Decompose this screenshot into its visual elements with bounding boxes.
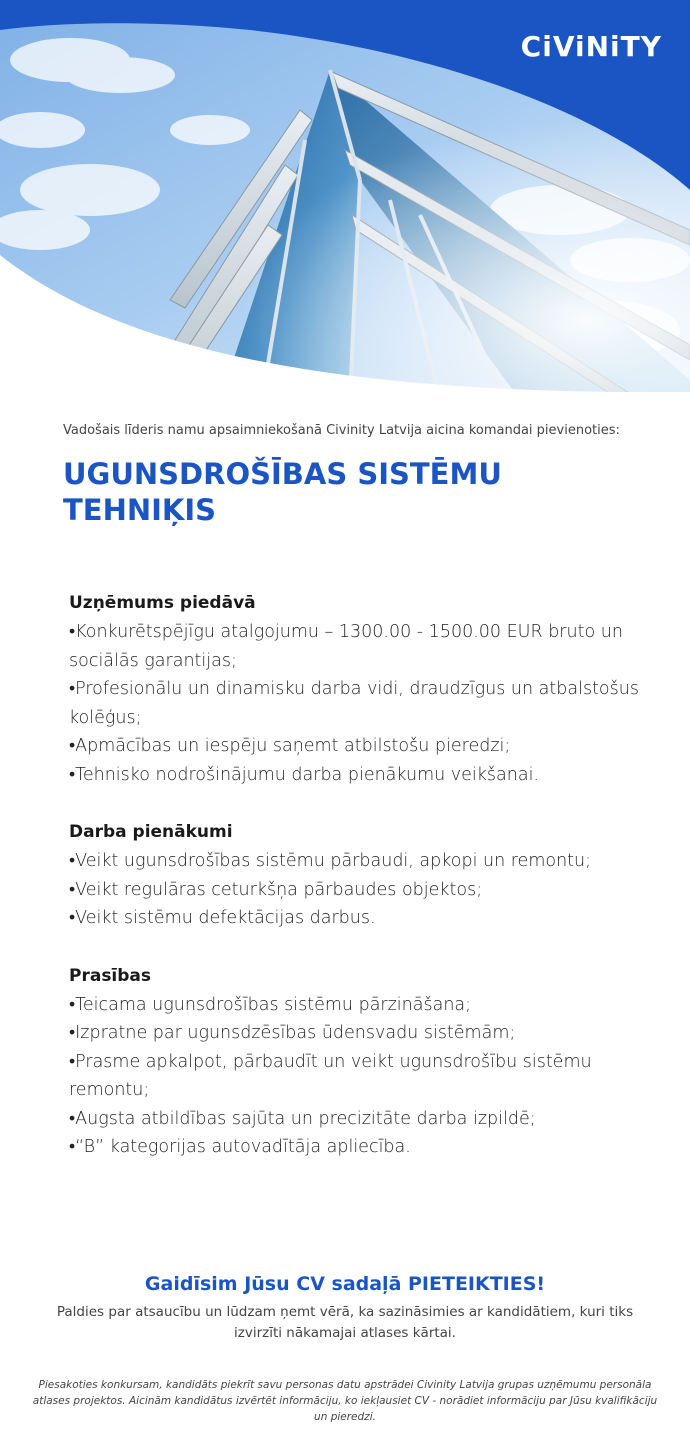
list-item: •Teicama ugunsdrošības sistēmu pārzināšana;	[69, 994, 472, 1015]
list-item: •Izpratne par ugunsdzēsības ūdensvadu sistēmām;	[69, 1023, 516, 1043]
job-details	[69, 588, 659, 1190]
civinity-logo: CiViNiTY	[520, 30, 662, 63]
section-duties	[69, 817, 659, 933]
list-item: •Profesionālu un dinamisku darba vidi, draudzīgus un atbalstošus kolēģus;	[69, 679, 639, 728]
thanks-note: Paldies par atsaucību un lūdzam ņemt vērā, ka sazināsimies ar kandidātiem, kuri tiks izvirzīti nākamajai atlases kārtai.	[56, 1304, 634, 1341]
list-item: •Tehnisko nodrošinājumu darba pienākumu veikšanai.	[69, 764, 539, 785]
list-item: •Prasme apkalpot, pārbaudīt un veikt ugunsdrošību sistēmu remontu;	[69, 1051, 592, 1100]
job-title: UGUNSDROŠĪBAS SISTĒMU TEHNIĶIS	[63, 457, 502, 527]
section-requirements	[69, 961, 659, 1162]
list-item: •Veikt ugunsdrošības sistēmu pārbaudi, apkopi un remontu;	[69, 851, 592, 871]
list-item: •Apmācības un iespēju saņemt atbilstošu pieredzi;	[69, 736, 511, 756]
list-item: •Veikt sistēmu defektācijas darbus.	[69, 908, 376, 928]
section-heading: Darba pienākumi	[69, 822, 233, 842]
requirements-list	[69, 991, 659, 1162]
list-item: •Augsta atbildības sajūta un precizitāte darba izpildē;	[69, 1108, 536, 1129]
section-heading: Uzņēmums piedāvā	[69, 593, 256, 613]
list-item: •Konkurētspējīgu atalgojumu – 1300.00 - 1500.00 EUR bruto un sociālās garantijas;	[69, 622, 623, 671]
section-heading: Prasības	[69, 965, 152, 986]
intro-text: Vadošais līderis namu apsaimniekošanā Civinity Latvija aicina komandai pievienoties:	[63, 423, 620, 438]
apply-call-to-action: Gaidīsim Jūsu CV sadaļā PIETEIKTIES!	[144, 1273, 546, 1295]
duties-list	[69, 847, 659, 933]
list-item: •“B” kategorijas autovadītāja apliecība.	[69, 1137, 411, 1157]
list-item: •Veikt regulāras ceturkšņa pārbaudes objektos;	[69, 879, 483, 900]
privacy-disclaimer: Piesakoties konkursam, kandidāts piekrīt savu personas datu apstrādei Civinity Latvija grupas uzņēmumu personāla atlases projektos. Aicinām kandidātus izvērtēt informāciju, ko iekļausiet CV - norādiet informāciju par Jūsu kvalifikāciju un pieredzi.	[32, 1379, 658, 1423]
section-offer	[69, 588, 659, 789]
offer-list	[69, 618, 659, 789]
hero-banner	[0, 0, 690, 400]
